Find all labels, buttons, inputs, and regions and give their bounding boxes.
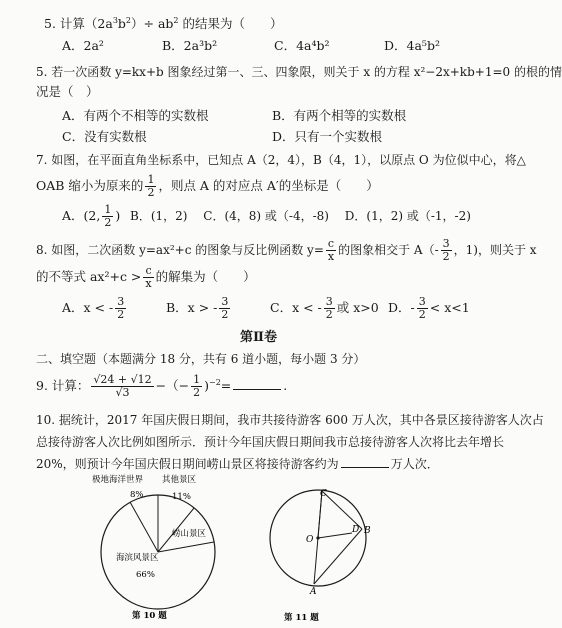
q5a-stem: 5. 计算$(2a^3b^2)\div ab^2$ 的结果为（ ） xyxy=(44,16,283,32)
q10-line3: 20%，则预计今年国庆假日期间崂山景区将接待游客约为 万人次． xyxy=(36,457,439,471)
pie-pct-polar-world: 8% xyxy=(130,490,144,500)
circle-figure xyxy=(272,488,382,624)
q5b-option-a: A．有两个不相等的实数根 xyxy=(62,108,209,123)
q10-line2: 总接待游客人次比例如图所示．预计今年国庆假日期间我市总接待游客人次将比去年增长 xyxy=(36,435,505,449)
point-a-label: A xyxy=(310,587,317,597)
point-d-label: D xyxy=(352,525,360,535)
section-title: 第Ⅱ卷 xyxy=(240,330,277,345)
pie-figure xyxy=(90,472,230,622)
pie-slice-line xyxy=(158,542,214,552)
point-b-label: B xyxy=(364,526,371,536)
q5b-line1: 5. 若一次函数 y=kx+b 图象经过第一、三、四象限，则关于 x 的方程 x²−2x+kb+1=0 的根的情 xyxy=(36,65,562,79)
q5b-line2: 况是（ ） xyxy=(36,84,99,99)
pie-label-laoshan: 崂山景区 xyxy=(172,529,207,539)
q8-option-a: A．x < - $\frac{3}{2}$ xyxy=(62,295,125,321)
q5b-option-d: D．只有一个实数根 xyxy=(272,129,383,144)
pie-label-polar-world: 极地海洋世界 xyxy=(92,475,144,485)
q7-options-bcd: B．(1，2) C．(4，8) 或（-4，-8) D．(1，2) 或（-1，-2) xyxy=(130,209,471,223)
pie-label-seaside: 海滨风景区 xyxy=(116,553,159,563)
q8-line1: 8. 如图，二次函数 y=ax²+c 的图象与反比例函数 y= $\frac{c}{x}$ 的图象相交于 A（- $\frac{3}{2}$ ，1)，则关于 x xyxy=(36,237,537,263)
q5a-option-b: B．2a³b² xyxy=(162,38,218,53)
pie-caption: 第 10 题 xyxy=(132,611,167,621)
segment-od xyxy=(318,533,352,538)
q10-answer-blank[interactable] xyxy=(341,467,389,468)
q8-line2: 的不等式 ax²+c > $\frac{c}{x}$ 的解集为（ ） xyxy=(36,264,256,290)
q5b-option-b: B．有两个相等的实数根 xyxy=(272,108,407,123)
q8-option-b: B．x > - $\frac{3}{2}$ xyxy=(166,295,229,321)
q10-line1: 10. 据统计，2017 年国庆假日期间，我市共接待游客 600 万人次，其中各景区接待游客人次占 xyxy=(36,413,544,427)
q7-line1: 7. 如图，在平面直角坐标系中，已知点 A（2，4），B（4，1），以原点 O 为位似中心，将△ xyxy=(36,153,526,167)
q5a-option-d: D．4a⁵b² xyxy=(384,38,440,53)
q5a-option-c: C．4a⁴b² xyxy=(274,38,330,53)
q7-option-a: A．(2, $\frac{1}{2}$ ) xyxy=(62,203,121,229)
pie-label-other: 其他景区 xyxy=(162,475,197,485)
q5a-option-a: A．2a² xyxy=(62,38,104,53)
q7-fraction: $\frac{1}{2}$ xyxy=(147,173,155,199)
fill-in-header: 二、填空题（本题满分 18 分，共有 6 道小题，每小题 3 分） xyxy=(36,352,366,366)
q5b-option-c: C．没有实数根 xyxy=(62,129,147,144)
center-point xyxy=(316,536,319,539)
circle-caption: 第 11 题 xyxy=(284,613,319,623)
point-o-label: O xyxy=(306,535,314,545)
q9-answer-blank[interactable] xyxy=(233,389,281,390)
pie-pct-seaside: 66% xyxy=(136,570,155,580)
pie-slice-line xyxy=(130,502,158,552)
q9-line: 9. 计算： $\frac{√24 + √12}{√3}$ −（− $\frac{1}{2}$ )$^{-2}$= . xyxy=(36,373,288,400)
q7-line2: OAB 缩小为原来的 $\frac{1}{2}$ ，则点 A 的对应点 A′的坐标是（ ） xyxy=(36,173,379,199)
q8-option-c: C．x < - $\frac{3}{2}$ 或 x>0 xyxy=(270,295,379,321)
pie-pct-other: 11% xyxy=(172,492,191,502)
q8-option-d: D．- $\frac{3}{2}$ < x<1 xyxy=(388,295,470,321)
point-c-label: C xyxy=(320,489,327,499)
